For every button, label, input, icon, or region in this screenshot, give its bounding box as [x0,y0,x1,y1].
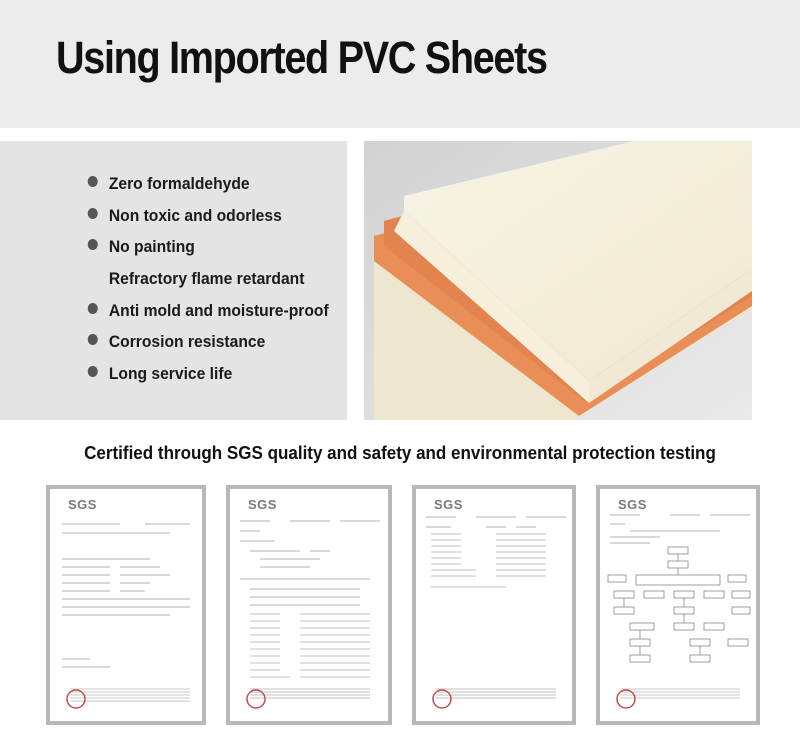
feature-item-corrosion-resistance [84,330,329,362]
header-banner [0,0,800,128]
feature-item-no-painting [84,235,329,267]
bullet-icon [88,176,98,187]
certification-caption: Certified through SGS quality and safety and environmental protection testing [84,442,716,463]
document-lines [230,489,388,721]
page-title: Using Imported PVC Sheets [56,32,547,83]
feature-item-zero-formaldehyde [84,172,329,204]
feature-label: Corrosion resistance [108,332,266,352]
stamp-icon [433,690,451,708]
sgs-logo: SGS [618,497,647,512]
sgs-logo: SGS [68,497,97,512]
bullet-icon [88,334,98,345]
feature-label: Refractory flame retardant [108,269,305,289]
stamp-icon [247,690,265,708]
sgs-certificate-4 [596,485,760,725]
bullet-icon [88,303,98,314]
bullet-icon [88,239,98,250]
document-lines [416,489,572,721]
feature-item-anti-mold [84,299,329,331]
sgs-certificate-2 [226,485,392,725]
feature-item-long-service-life [84,362,329,394]
feature-label: Anti mold and moisture-proof [108,300,329,320]
feature-label: Zero formaldehyde [108,174,250,193]
stamp-icon [617,690,635,708]
feature-label: Long service life [108,364,233,384]
stamp-icon [67,690,85,708]
document-flowchart [600,489,756,721]
features-list [84,172,350,394]
bullet-icon [88,208,98,219]
bullet-icon [88,366,98,377]
feature-item-flame-retardant [84,267,329,299]
sgs-certificate-3 [412,485,576,725]
pvc-sheets-photo [364,141,752,420]
sgs-logo: SGS [248,497,277,512]
feature-label: Non toxic and odorless [108,205,282,225]
sgs-certificate-1 [46,485,206,725]
document-lines [50,489,202,721]
feature-label: No painting [108,237,195,257]
pvc-sheets-illustration [364,141,752,420]
feature-item-non-toxic [84,204,329,236]
sgs-logo: SGS [434,497,463,512]
